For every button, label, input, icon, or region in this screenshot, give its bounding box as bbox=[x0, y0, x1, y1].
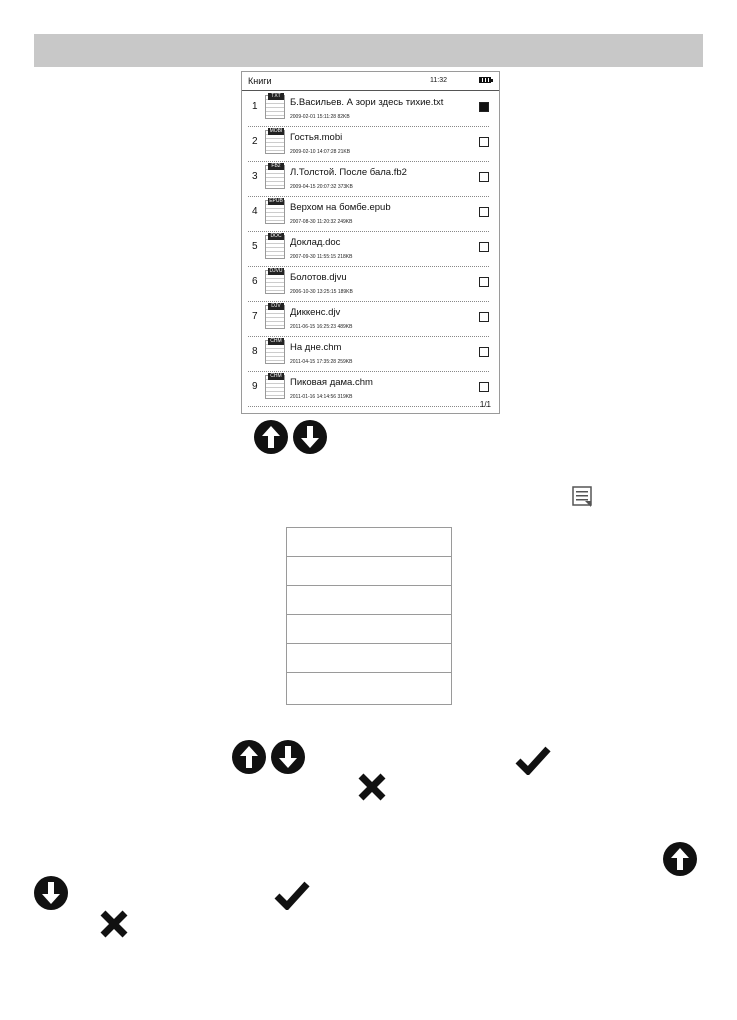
menu-item[interactable] bbox=[287, 528, 451, 557]
arrow-up-icon bbox=[254, 420, 288, 454]
screen-time: 11:32 bbox=[430, 77, 447, 84]
row-number: 2 bbox=[252, 136, 258, 147]
checkmark-icon bbox=[274, 880, 310, 910]
file-type-badge: DJVU bbox=[269, 268, 283, 274]
book-row[interactable] bbox=[248, 232, 489, 267]
cross-icon bbox=[99, 909, 129, 939]
book-list bbox=[242, 92, 499, 407]
menu-icon bbox=[572, 486, 592, 508]
book-checkbox[interactable] bbox=[479, 312, 489, 322]
file-icon bbox=[265, 340, 285, 364]
book-checkbox[interactable] bbox=[479, 347, 489, 357]
menu-item[interactable] bbox=[287, 586, 451, 615]
book-row[interactable] bbox=[248, 127, 489, 162]
book-meta: 2007-08-30 11:20:32 249KB bbox=[290, 219, 353, 225]
book-meta: 2009-02-01 15:11:28 82KB bbox=[290, 114, 350, 120]
row-number: 3 bbox=[252, 171, 258, 182]
book-row[interactable] bbox=[248, 162, 489, 197]
menu-box bbox=[286, 527, 452, 705]
book-checkbox[interactable] bbox=[479, 242, 489, 252]
row-number: 1 bbox=[252, 101, 258, 112]
file-type-badge: MOBI bbox=[269, 128, 283, 134]
book-meta: 2009-04-15 20:07:32 373KB bbox=[290, 184, 353, 190]
file-icon bbox=[265, 95, 285, 119]
file-type-badge: DJV bbox=[268, 303, 284, 310]
file-icon bbox=[265, 235, 285, 259]
book-checkbox[interactable] bbox=[479, 277, 489, 287]
row-number: 6 bbox=[252, 276, 258, 287]
book-checkbox[interactable] bbox=[479, 207, 489, 217]
screen-header bbox=[242, 72, 499, 91]
book-meta: 2011-04-15 17:35:28 259KB bbox=[290, 359, 353, 365]
checkmark-icon bbox=[515, 745, 551, 775]
book-meta: 2011-06-15 16:25:23 489KB bbox=[290, 324, 353, 330]
book-checkbox[interactable] bbox=[479, 102, 489, 112]
book-title: Л.Толстой. После бала.fb2 bbox=[290, 167, 407, 178]
book-row[interactable] bbox=[248, 337, 489, 372]
page-count: 1/1 bbox=[479, 400, 491, 409]
book-row[interactable] bbox=[248, 197, 489, 232]
book-row[interactable] bbox=[248, 372, 489, 407]
row-number: 4 bbox=[252, 206, 258, 217]
file-icon bbox=[265, 375, 285, 399]
file-type-badge: DOC bbox=[268, 233, 284, 240]
row-number: 8 bbox=[252, 346, 258, 357]
file-icon bbox=[265, 165, 285, 189]
file-icon bbox=[265, 270, 285, 294]
book-meta: 2011-01-16 14:14:56 319KB bbox=[290, 394, 353, 400]
header-bar bbox=[34, 34, 703, 67]
book-row[interactable] bbox=[248, 267, 489, 302]
battery-icon bbox=[479, 77, 491, 83]
book-title: Верхом на бомбе.epub bbox=[290, 202, 391, 213]
screen-title: Книги bbox=[248, 76, 272, 86]
file-type-badge: EPUB bbox=[269, 198, 283, 204]
book-meta: 2006-10-30 13:25:15 189KB bbox=[290, 289, 353, 295]
book-title: Пиковая дама.chm bbox=[290, 377, 373, 388]
book-row[interactable] bbox=[248, 302, 489, 337]
arrow-down-icon bbox=[293, 420, 327, 454]
file-icon bbox=[265, 130, 285, 154]
book-title: Б.Васильев. А зори здесь тихие.txt bbox=[290, 97, 444, 108]
row-number: 7 bbox=[252, 311, 258, 322]
cross-icon bbox=[357, 772, 387, 802]
book-title: Диккенс.djv bbox=[290, 307, 341, 318]
book-checkbox[interactable] bbox=[479, 172, 489, 182]
book-title: Доклад.doc bbox=[290, 237, 341, 248]
file-icon bbox=[265, 200, 285, 224]
book-title: На дне.chm bbox=[290, 342, 342, 353]
book-row[interactable] bbox=[248, 92, 489, 127]
book-title: Гостья.mobi bbox=[290, 132, 343, 143]
book-meta: 2009-02-10 14:07:28 21KB bbox=[290, 149, 351, 155]
arrow-down-icon bbox=[34, 876, 68, 910]
file-type-badge: TXT bbox=[268, 93, 284, 100]
book-checkbox[interactable] bbox=[479, 382, 489, 392]
file-type-badge: CHM bbox=[268, 373, 284, 380]
file-type-badge: CHM bbox=[268, 338, 284, 345]
row-number: 9 bbox=[252, 381, 258, 392]
file-type-badge: FB2 bbox=[268, 163, 284, 170]
file-icon bbox=[265, 305, 285, 329]
book-checkbox[interactable] bbox=[479, 137, 489, 147]
book-meta: 2007-09-30 11:55:15 218KB bbox=[290, 254, 353, 260]
row-number: 5 bbox=[252, 241, 258, 252]
arrow-up-icon bbox=[232, 740, 266, 774]
menu-item[interactable] bbox=[287, 557, 451, 586]
book-title: Болотов.djvu bbox=[290, 272, 347, 283]
device-screen bbox=[241, 71, 500, 414]
menu-item[interactable] bbox=[287, 644, 451, 673]
arrow-up-icon bbox=[663, 842, 697, 876]
arrow-down-icon bbox=[271, 740, 305, 774]
menu-item[interactable] bbox=[287, 615, 451, 644]
menu-item[interactable] bbox=[287, 673, 451, 702]
